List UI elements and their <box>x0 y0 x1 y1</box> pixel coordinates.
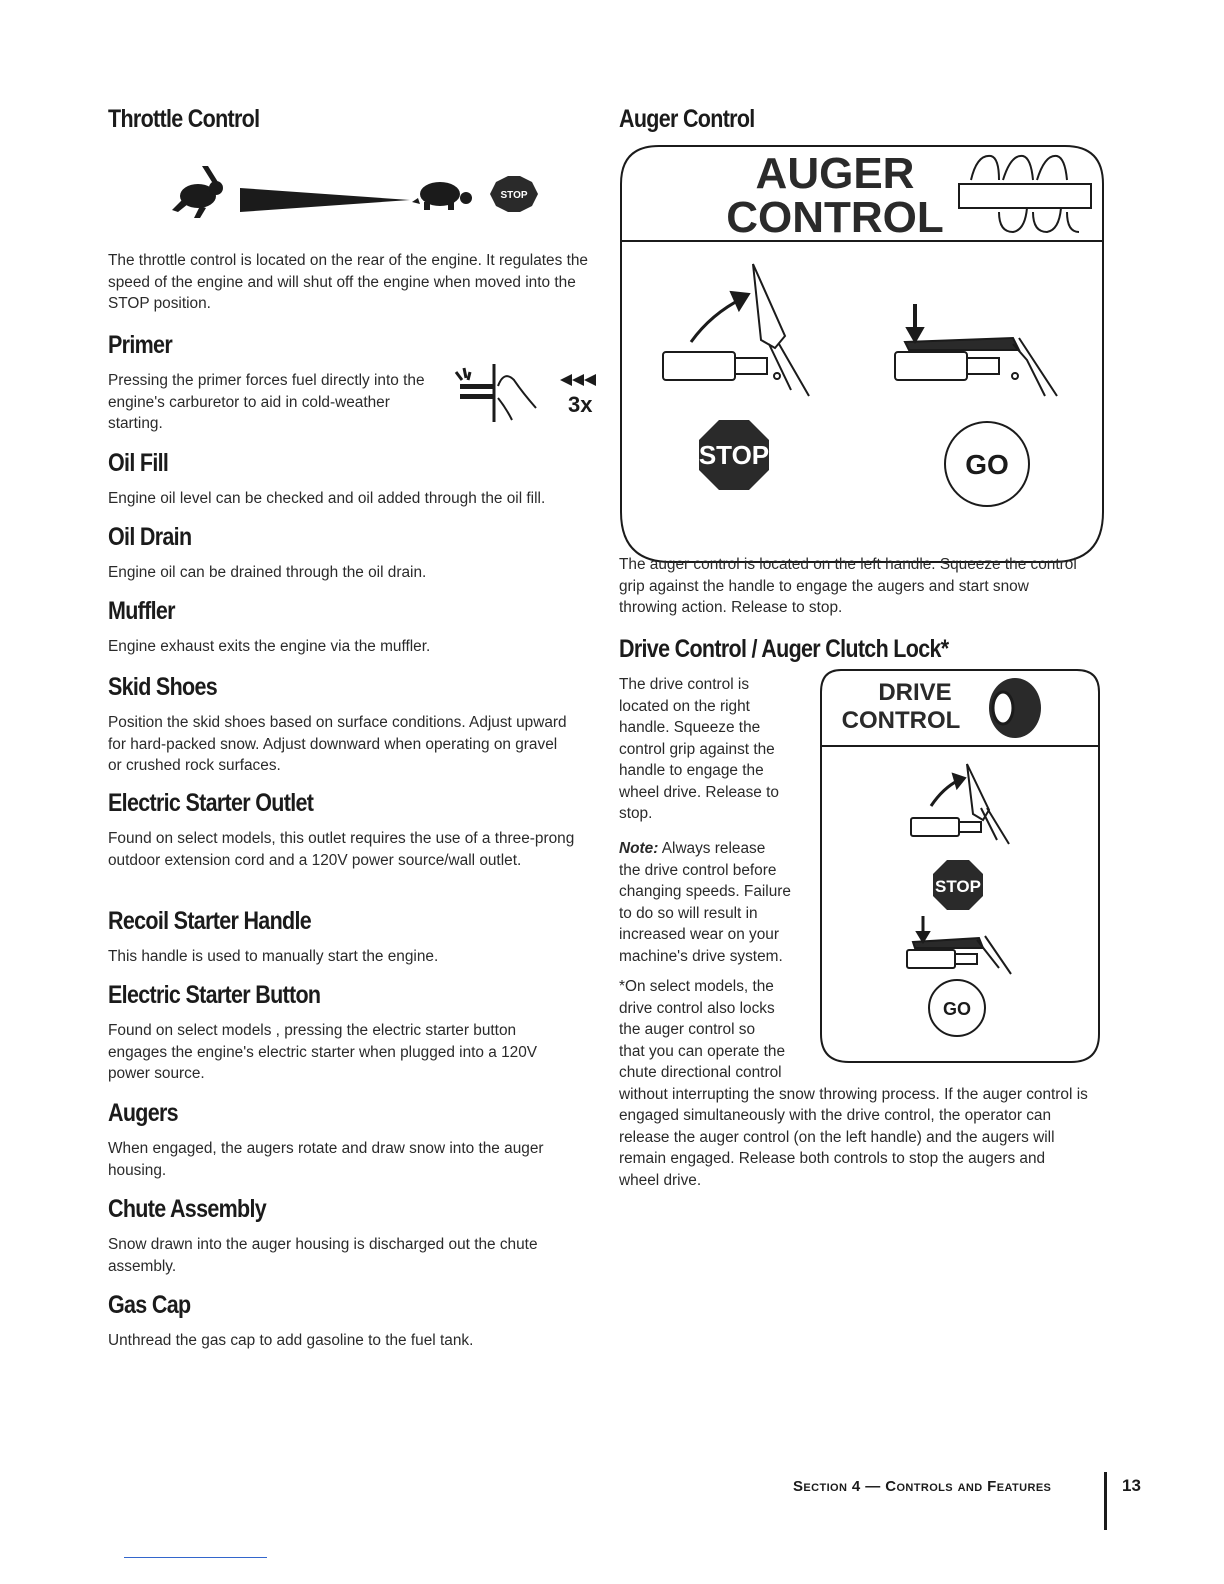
throttle-wedge <box>240 188 410 212</box>
chute-section <box>108 1194 598 1275</box>
auger-decal-line2: CONTROL <box>726 193 944 242</box>
rabbit-icon <box>172 166 223 218</box>
primer-text: Pressing the primer forces fuel directly into the engine's carburetor to aid in cold-weather starting. <box>108 372 425 432</box>
electric-outlet-text: Found on select models, this outlet requires the use of a three-prong outdoor extension cord and a 120V power source/wall outlet. <box>108 830 575 869</box>
svg-text:3x: 3x <box>568 392 593 417</box>
augers-heading: Augers <box>108 1099 178 1127</box>
page-number: 13 <box>1122 1476 1141 1495</box>
auger-control-section <box>619 104 1109 616</box>
wheel-icon <box>989 678 1041 738</box>
bottom-rule <box>124 1557 267 1558</box>
auger-control-text: The auger control is located on the left handle. Squeeze the control grip against the handle to engage the augers and start snow throwing action. Release to stop. <box>619 556 1077 616</box>
svg-text:STOP: STOP <box>500 190 528 201</box>
throttle-section <box>108 104 598 312</box>
oil-fill-text: Engine oil level can be checked and oil added through the oil fill. <box>108 490 546 507</box>
drive-control-text: The drive control is located on the right handle. Squeeze the control grip against the handle to engage the wheel drive. Release to stop. <box>619 676 779 822</box>
skid-shoes-heading: Skid Shoes <box>108 673 218 701</box>
turtle-icon <box>412 182 472 210</box>
recoil-text: This handle is used to manually start the engine. <box>108 948 439 965</box>
drive-control-section <box>619 634 1109 1189</box>
throttle-symbol-icon <box>168 162 608 232</box>
electric-outlet-heading: Electric Starter Outlet <box>108 789 314 817</box>
recoil-section <box>108 906 598 965</box>
drive-decal-line1: DRIVE <box>878 679 952 706</box>
drive-control-note: Note: Always release the drive control before changing speeds. Failure to do so will result in increased wear on your machine's drive system. <box>619 840 791 965</box>
gas-cap-heading: Gas Cap <box>108 1291 191 1319</box>
gas-cap-section <box>108 1290 598 1349</box>
oil-fill-heading: Oil Fill <box>108 449 169 477</box>
primer-bulb-icon <box>450 358 600 434</box>
footer-section-title: Section 4 — Controls and Features <box>793 1478 1052 1495</box>
note-label: Note: <box>619 840 659 857</box>
chute-text: Snow drawn into the auger housing is discharged out the chute assembly. <box>108 1236 538 1275</box>
electric-button-text: Found on select models , pressing the electric starter button engages the engine's electric starter when plugged into a 120V power source. <box>108 1022 538 1082</box>
gas-cap-text: Unthread the gas cap to add gasoline to the fuel tank. <box>108 1332 474 1349</box>
oil-fill-section <box>108 448 598 507</box>
auger-stop-icon <box>699 420 769 490</box>
recoil-heading: Recoil Starter Handle <box>108 907 312 935</box>
auger-control-decal <box>619 144 1105 564</box>
oil-drain-text: Engine oil can be drained through the oil drain. <box>108 564 427 581</box>
skid-shoes-section <box>108 672 598 774</box>
drive-control-lock-text: *On select models, the drive control also locks the auger control so that you can operate the chute directional control without interrupting the snow throwing process. If the auger control is engaged simultaneously with the drive control, the operator can release the auger control (on the left handle) and the augers will remain engaged. Release both controls to stop the augers and wheel drive. <box>619 978 1088 1189</box>
augers-section <box>108 1098 598 1179</box>
auger-control-heading: Auger Control <box>619 105 755 133</box>
oil-drain-heading: Oil Drain <box>108 523 192 551</box>
svg-text:GO: GO <box>965 449 1009 480</box>
electric-button-heading: Electric Starter Button <box>108 981 321 1009</box>
svg-text:STOP: STOP <box>698 440 770 470</box>
chute-heading: Chute Assembly <box>108 1195 267 1223</box>
muffler-section <box>108 596 598 655</box>
throttle-stop-icon <box>490 176 538 212</box>
drive-stop-icon <box>933 860 983 910</box>
electric-button-section <box>108 980 598 1082</box>
svg-text:GO: GO <box>942 999 972 1019</box>
muffler-heading: Muffler <box>108 597 175 625</box>
svg-text:STOP: STOP <box>935 877 981 896</box>
footer-divider <box>1104 1472 1107 1530</box>
drive-decal-line2: CONTROL <box>841 707 961 734</box>
auger-decal-line1: AUGER <box>755 149 915 198</box>
skid-shoes-text: Position the skid shoes based on surface conditions. Adjust upward for hard-packed snow. Adjust downward when operating on gravel or crushed rock surfaces. <box>108 714 567 774</box>
muffler-text: Engine exhaust exits the engine via the muffler. <box>108 638 431 655</box>
drive-control-heading: Drive Control / Auger Clutch Lock* <box>619 635 949 663</box>
auger-go-icon <box>945 422 1029 506</box>
oil-drain-section <box>108 522 598 581</box>
augers-text: When engaged, the augers rotate and draw snow into the auger housing. <box>108 1140 544 1179</box>
primer-heading: Primer <box>108 331 173 359</box>
throttle-heading: Throttle Control <box>108 105 260 133</box>
primer-section <box>108 330 598 432</box>
throttle-text: The throttle control is located on the rear of the engine. It regulates the speed of the engine and will shut off the engine when moved into the STOP position. <box>108 252 588 312</box>
electric-outlet-section <box>108 788 598 869</box>
